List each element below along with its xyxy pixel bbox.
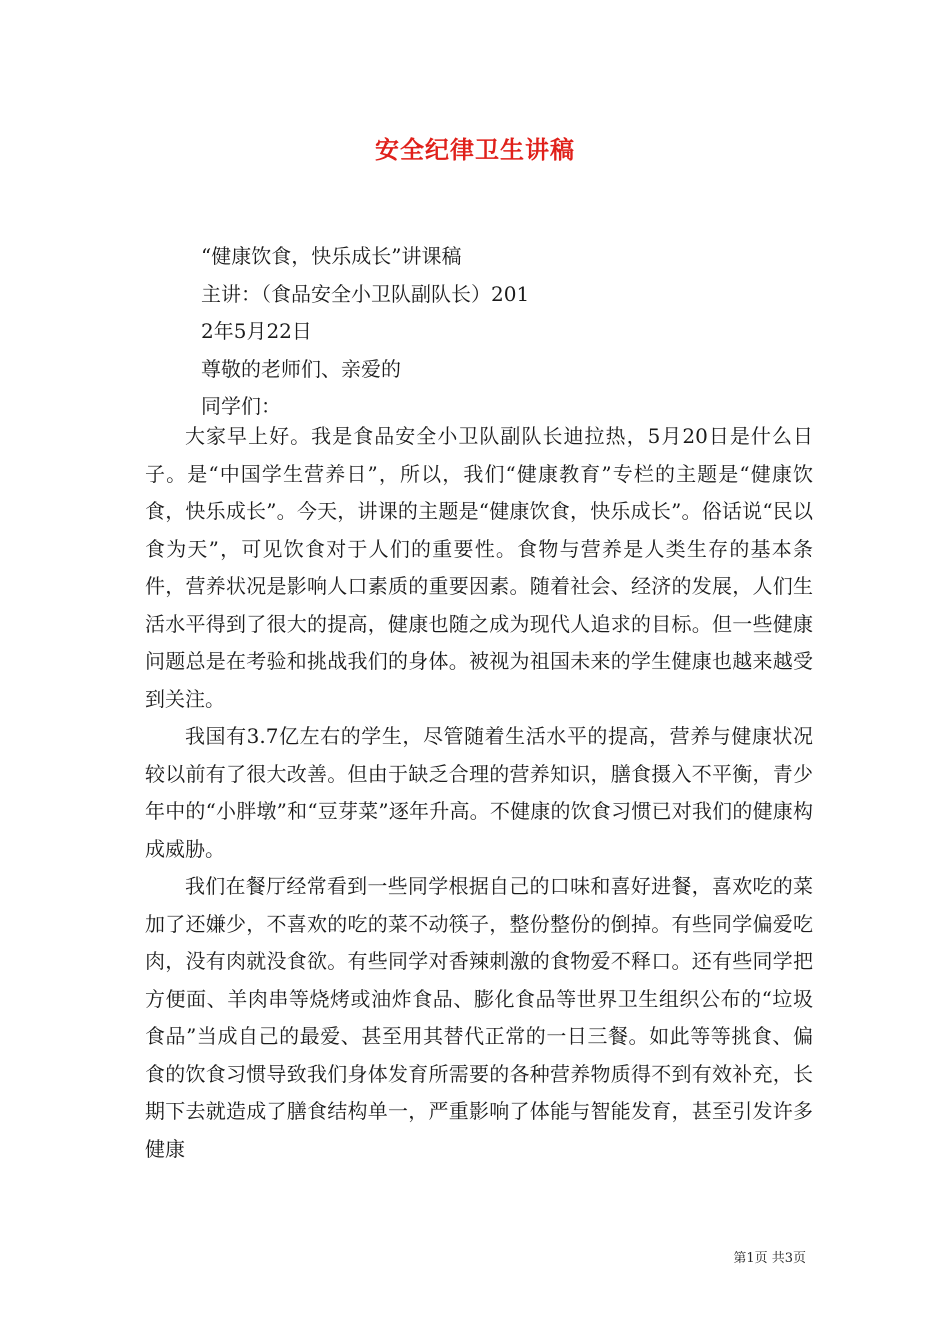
intro-line-subject: “健康饮食，快乐成长”讲课稿 [201, 244, 462, 268]
body-paragraph-2: 我国有3.7亿左右的学生，尽管随着生活水平的提高，营养与健康状况较以前有了很大改善。但由于缺乏合理的营养知识，膳食摄入不平衡，青少年中的“小胖墩”和“豆芽菜”逐年升高。不健康的饮食习惯已对我们的健康构成威胁。 [145, 724, 813, 861]
intro-line-date: 2年5月22日 [201, 319, 312, 343]
intro-line-greeting: 尊敬的老师们、亲爱的 [201, 356, 401, 381]
intro-line-greeting-cont: 同学们： [201, 394, 281, 418]
body-paragraph-3: 我们在餐厅经常看到一些同学根据自己的口味和喜好进餐，喜欢吃的菜加了还嫌少，不喜欢的吃的菜不动筷子，整份整份的倒掉。有些同学偏爱吃肉，没有肉就没食欲。有些同学对香辣刺激的食物爱不释口。还有些同学把方便面、羊肉串等烧烤或油炸食品、膨化食品等世界卫生组织公布的“垃圾食品”当成自己的最爱、甚至用其替代正常的一日三餐。如此等等挑食、偏食的饮食习惯导致我们身体发育所需要的各种营养物质得不到有效补充，长期下去就造成了膳食结构单一，严重影响了体能与智能发育，甚至引发许多健康 [145, 874, 813, 1161]
page-number: 第1页 共3页 [733, 1251, 806, 1266]
body-paragraph-1: 大家早上好。我是食品安全小卫队副队长迪拉热，5月20日是什么日子。是“中国学生营养日”，所以，我们“健康教育”专栏的主题是“健康饮食，快乐成长”。今天，讲课的主题是“健康饮食，快乐成长”。俗话说“民以食为天”，可见饮食对于人们的重要性。食物与营养是人类生存的基本条件，营养状况是影响人口素质的重要因素。随着社会、经济的发展，人们生活水平得到了很大的提高，健康也随之成为现代人追求的目标。但一些健康问题总是在考验和挑战我们的身体。被视为祖国未来的学生健康也越来越受到关注。 [145, 424, 813, 711]
intro-block [201, 238, 821, 426]
document-body [145, 418, 813, 1168]
intro-line-speaker: 主讲：（食品安全小卫队副队长）201 [201, 281, 530, 306]
document-title: 安全纪律卫生讲稿 [375, 135, 575, 164]
